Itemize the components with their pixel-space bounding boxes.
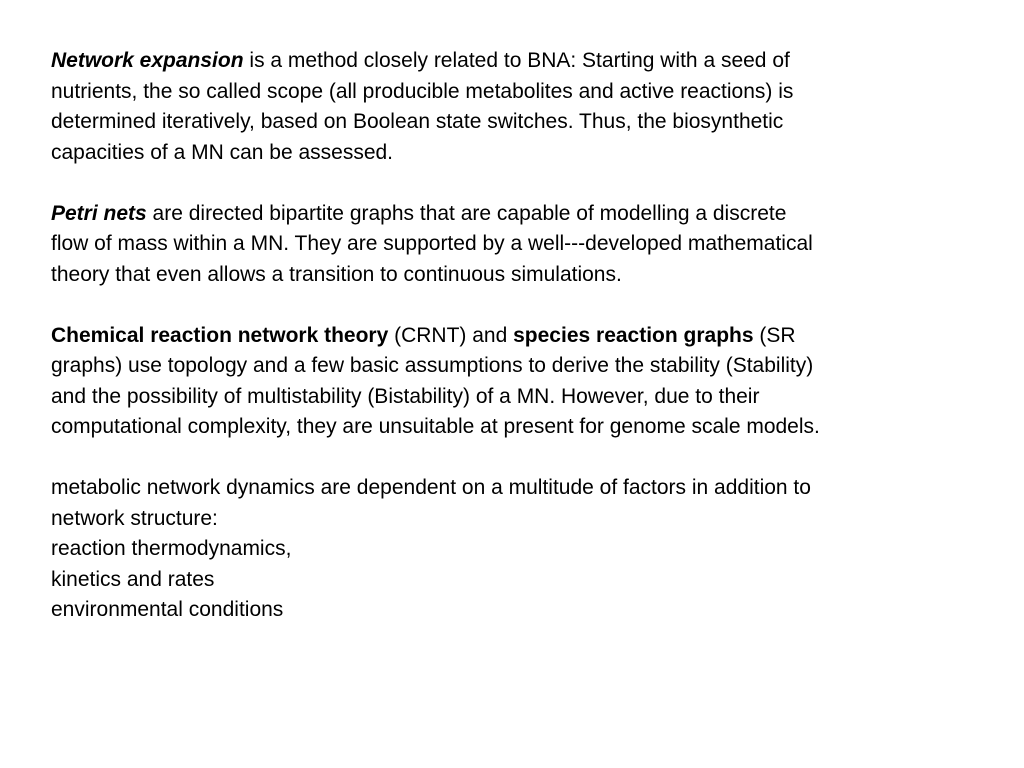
line: graphs) use topology and a few basic assumptions to derive the stability (Stability) (51, 354, 814, 377)
term-petri-nets: Petri nets (51, 201, 147, 225)
line: network structure: (51, 506, 218, 530)
text: (SR (753, 323, 796, 347)
list-item: kinetics and rates (51, 567, 215, 591)
paragraph-dynamics (51, 473, 1011, 626)
line: metabolic network dynamics are dependent on a multitude of factors in addition to (51, 476, 811, 499)
text: are directed bipartite graphs that are capable of modelling a discrete (146, 201, 787, 225)
paragraph-network-expansion (51, 46, 1011, 168)
line: capacities of a MN can be assessed. (51, 140, 394, 164)
text: (CRNT) and (388, 323, 514, 347)
slide-body (51, 46, 1011, 656)
term-species-reaction-graphs: species reaction graphs (513, 323, 754, 347)
paragraph-petri-nets (51, 199, 1011, 291)
paragraph-crnt (51, 321, 1011, 443)
line (51, 321, 1011, 352)
line: computational complexity, they are unsuitable at present for genome scale models. (51, 415, 820, 438)
list-item: reaction thermodynamics, (51, 537, 292, 560)
line: determined iteratively, based on Boolean state switches. Thus, the biosynthetic (51, 110, 784, 133)
line: theory that even allows a transition to continuous simulations. (51, 262, 622, 286)
term-network-expansion: Network expansion (51, 49, 244, 72)
line: nutrients, the so called scope (all producible metabolites and active reactions) is (51, 79, 794, 103)
line (51, 46, 1011, 77)
line: flow of mass within a MN. They are supported by a well---developed mathematical (51, 232, 813, 255)
line (51, 199, 1011, 230)
line: and the possibility of multistability (Bistability) of a MN. However, due to their (51, 384, 760, 408)
term-crnt: Chemical reaction network theory (51, 323, 389, 347)
list-item: environmental conditions (51, 598, 284, 621)
text: is a method closely related to BNA: Starting with a seed of (243, 49, 790, 72)
